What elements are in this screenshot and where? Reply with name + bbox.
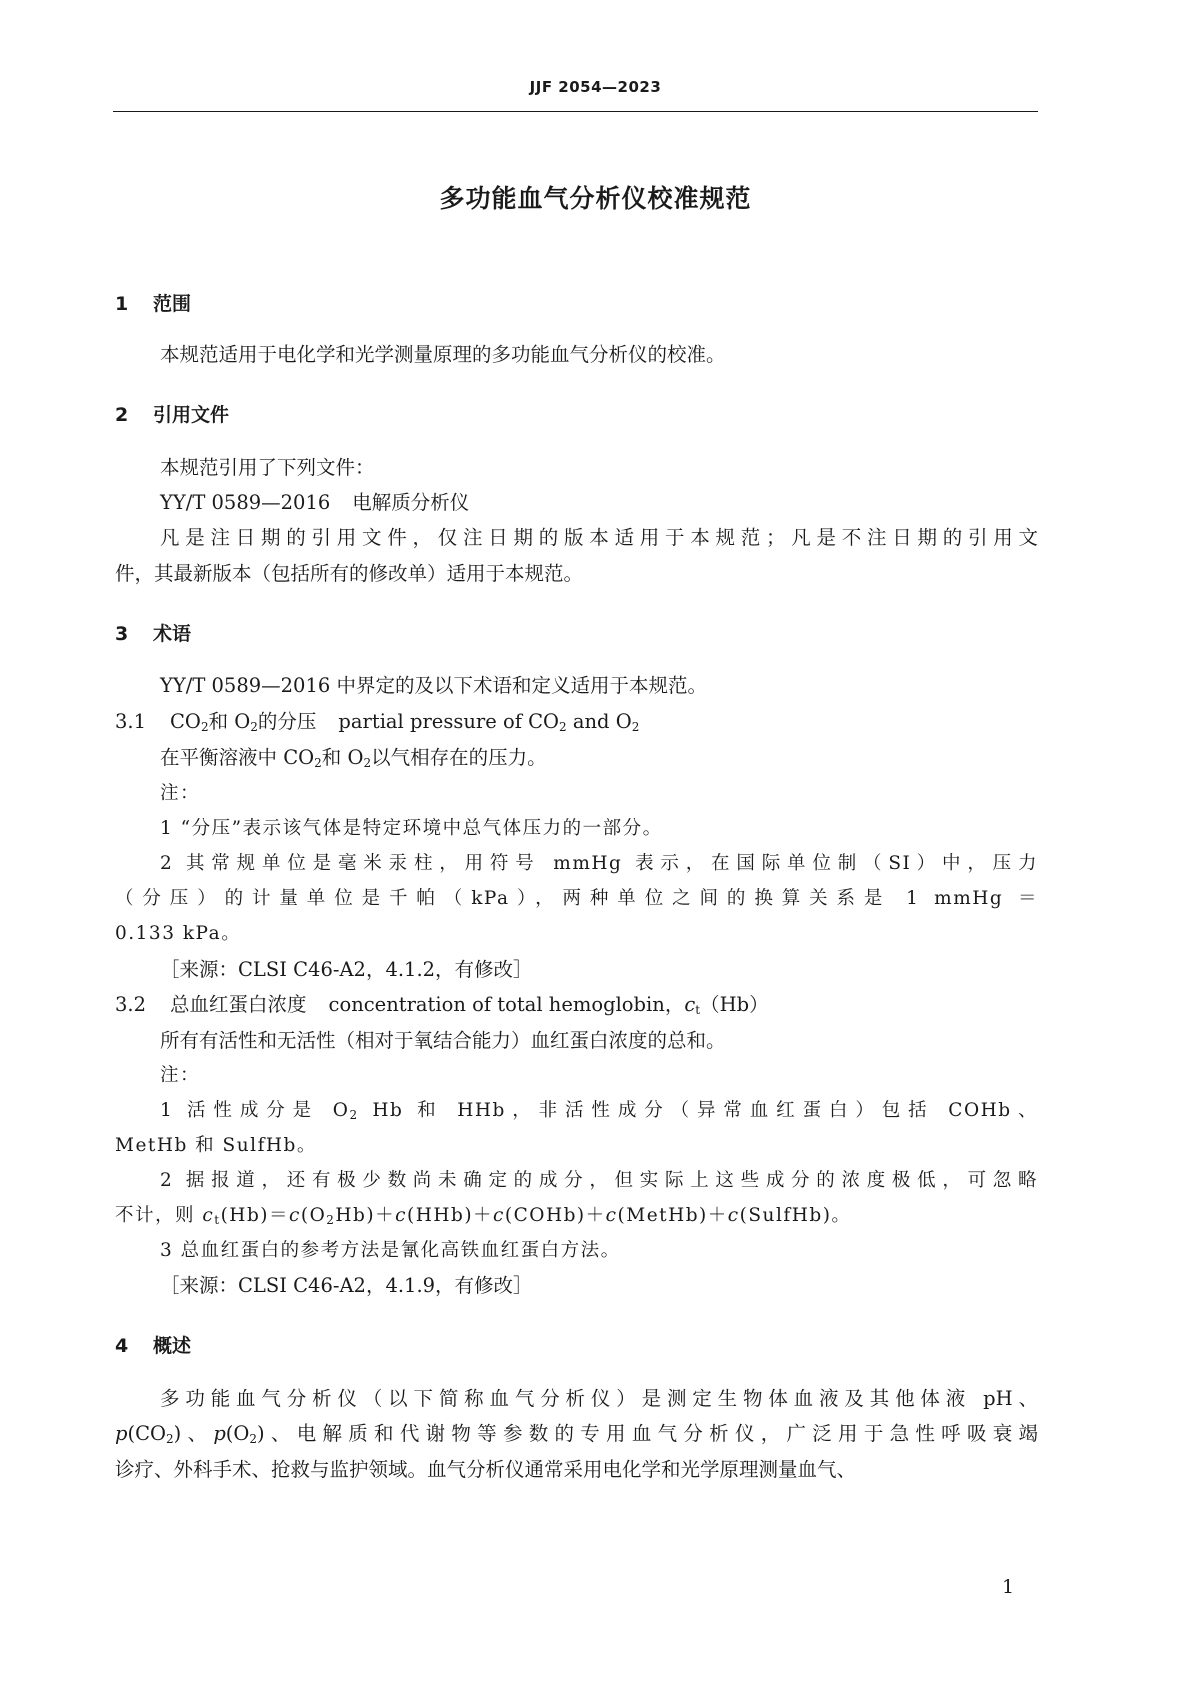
term-english: partial pressure of $CO_2$ and $O_2$ bbox=[338, 710, 640, 734]
term-number: 3.1 bbox=[115, 710, 147, 733]
document-title: 多功能血气分析仪校准规范 bbox=[439, 184, 752, 213]
section-1-heading bbox=[115, 289, 191, 316]
note-item-continued: 0.133 kPa。 bbox=[115, 923, 242, 944]
term-source: ［来源：CLSI C46-A2，4.1.9，有修改］ bbox=[160, 1274, 533, 1297]
reference-code: YY/T 0589—2016 bbox=[160, 491, 331, 514]
note-item-continued: （分压）的计量单位是千帕（kPa），两种单位之间的换算关系是 1 mmHg ＝ bbox=[115, 888, 1038, 909]
section-number: 2 bbox=[115, 404, 129, 426]
section-number: 3 bbox=[115, 623, 129, 645]
section-4-heading bbox=[115, 1331, 191, 1358]
section-3-heading bbox=[115, 619, 191, 646]
note-label: 注： bbox=[160, 1065, 201, 1086]
term-chinese: 总血红蛋白浓度 bbox=[170, 993, 307, 1016]
paragraph-line: 凡是注日期的引用文件，仅注日期的版本适用于本规范；凡是不注日期的引用文 bbox=[160, 526, 1038, 549]
section-title: 术语 bbox=[153, 623, 192, 645]
section-number: 4 bbox=[115, 1335, 129, 1357]
note-item: 1 “分压”表示该气体是特定环境中总气体压力的一部分。 bbox=[160, 818, 663, 839]
term-definition: 所有有活性和无活性（相对于氧结合能力）血红蛋白浓度的总和。 bbox=[160, 1029, 726, 1052]
term-definition: 在平衡溶液中 $CO_2$和 $O_2$以气相存在的压力。 bbox=[160, 746, 547, 770]
note-label: 注： bbox=[160, 783, 201, 804]
section-2-heading bbox=[115, 400, 229, 427]
term-number: 3.2 bbox=[115, 993, 147, 1016]
section-title: 概述 bbox=[153, 1335, 192, 1357]
note-item: 2 其常规单位是毫米汞柱，用符号 mmHg 表示，在国际单位制（SI）中，压力 bbox=[160, 853, 1038, 874]
note-item: 1 活性成分是 $O_2$ Hb 和 HHb，非活性成分（异常血红蛋白）包括 COHb、 bbox=[160, 1100, 1038, 1122]
reference-entry bbox=[160, 490, 469, 516]
term-3-2-heading: 3.2 总血红蛋白浓度 concentration of total hemoglobin，$c_t(Hb)$ bbox=[115, 993, 769, 1017]
section-title: 范围 bbox=[153, 293, 192, 315]
term-english: concentration of total hemoglobin， bbox=[328, 993, 685, 1016]
paragraph: 本规范引用了下列文件： bbox=[160, 456, 375, 479]
paragraph: 本规范适用于电化学和光学测量原理的多功能血气分析仪的校准。 bbox=[160, 343, 726, 366]
note-item: 3 总血红蛋白的参考方法是氰化高铁血红蛋白方法。 bbox=[160, 1240, 621, 1261]
document-code-header: JJF 2054—2023 bbox=[529, 78, 662, 96]
section-title: 引用文件 bbox=[153, 404, 230, 426]
paragraph: YY/T 0589—2016 中界定的及以下术语和定义适用于本规范。 bbox=[160, 674, 707, 697]
note-item-continued: MetHb 和 SulfHb。 bbox=[115, 1135, 317, 1156]
paragraph-line: $p(CO_2)$、$p(O_2)$、电解质和代谢物等参数的专用血气分析仪，广泛用于急性呼吸衰竭 bbox=[115, 1422, 1038, 1446]
page-number: 1 bbox=[1002, 1576, 1015, 1598]
note-item: 2 据报道，还有极少数尚未确定的成分，但实际上这些成分的浓度极低，可忽略 bbox=[160, 1170, 1038, 1191]
section-number: 1 bbox=[115, 293, 129, 315]
term-source: ［来源：CLSI C46-A2，4.1.2，有修改］ bbox=[160, 958, 533, 981]
paragraph-line: 多功能血气分析仪（以下简称血气分析仪）是测定生物体血液及其他体液 pH、 bbox=[160, 1387, 1038, 1410]
header-rule bbox=[113, 111, 1038, 112]
reference-name: 电解质分析仪 bbox=[352, 491, 470, 514]
term-chinese: $CO_2$和 $O_2$的分压 bbox=[170, 710, 317, 734]
paragraph-line: 诊疗、外科手术、抢救与监护领域。血气分析仪通常采用电化学和光学原理测量血气、 bbox=[115, 1458, 857, 1481]
term-3-1-heading bbox=[115, 709, 639, 740]
note-item-continued: 不计，则 $c_t(Hb)=c(O_2Hb)+c(HHb)+c(COHb)+c(MetHb)+c(SulfHb)$。 bbox=[115, 1205, 852, 1227]
paragraph-line: 件，其最新版本（包括所有的修改单）适用于本规范。 bbox=[115, 562, 584, 585]
term-symbol: c bbox=[684, 993, 696, 1016]
